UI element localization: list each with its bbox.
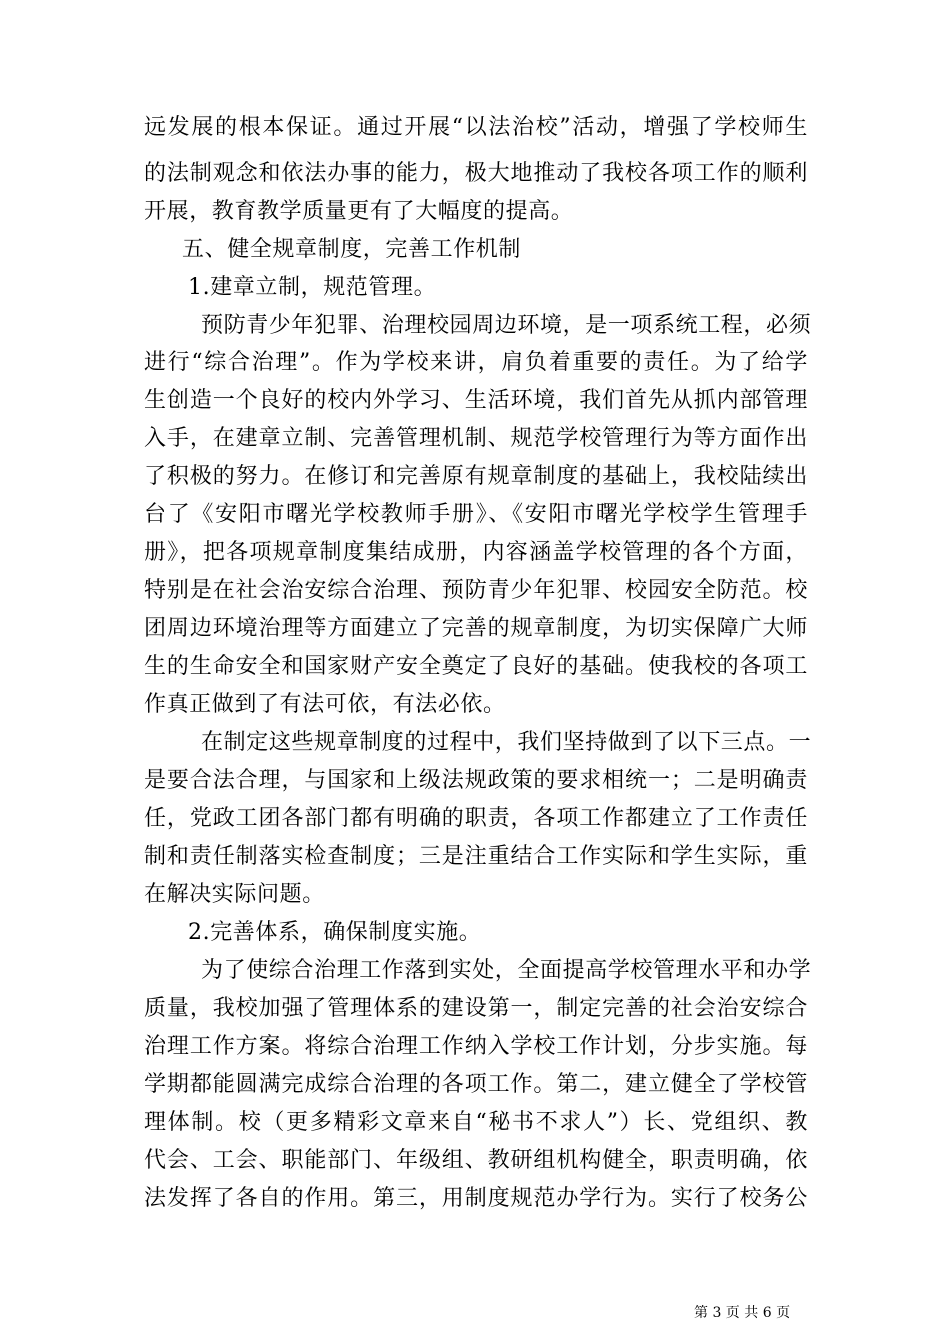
paragraph-line: 理体制。校（更多精彩文章来自“秘书不求人”）长、党组织、教 xyxy=(144,1110,808,1135)
paragraph-line: 代会、工会、职能部门、年级组、教研组机构健全，职责明确，依 xyxy=(144,1148,808,1173)
paragraph-line: 进行“综合治理”。作为学校来讲，肩负着重要的责任。为了给学 xyxy=(144,350,808,375)
paragraph-line: 台了《安阳市曙光学校教师手册》、《安阳市曙光学校学生管理手 xyxy=(144,502,808,527)
paragraph-line: 治理工作方案。将综合治理工作纳入学校工作计划，分步实施。每 xyxy=(144,1034,808,1059)
paragraph-line: 入手，在建章立制、完善管理机制、规范学校管理行为等方面作出 xyxy=(144,426,808,451)
section-heading: 五、健全规章制度，完善工作机制 xyxy=(182,237,522,262)
paragraph-line: 生创造一个良好的校内外学习、生活环境，我们首先从抓内部管理 xyxy=(144,388,808,413)
paragraph-line: 生的生命安全和国家财产安全奠定了良好的基础。使我校的各项工 xyxy=(144,654,808,679)
paragraph-line: 远发展的根本保证。通过开展“以法治校”活动，增强了学校师生 xyxy=(144,115,808,140)
paragraph-line: 在制定这些规章制度的过程中，我们坚持做到了以下三点。一 xyxy=(201,730,812,755)
paragraph-line: 作真正做到了有法可依，有法必依。 xyxy=(144,692,506,717)
paragraph-line: 的法制观念和依法办事的能力，极大地推动了我校各项工作的顺利 xyxy=(144,161,808,186)
paragraph-line: 学期都能圆满完成综合治理的各项工作。第二，建立健全了学校管 xyxy=(144,1072,808,1097)
paragraph-line: 特别是在社会治安综合治理、预防青少年犯罪、校园安全防范。校 xyxy=(144,578,808,603)
page-number: 第 3 页 共 6 页 xyxy=(694,1305,791,1321)
paragraph-line: 为了使综合治理工作落到实处，全面提高学校管理水平和办学 xyxy=(201,958,812,983)
paragraph-line: 法发挥了各自的作用。第三，用制度规范办学行为。实行了校务公 xyxy=(144,1186,808,1211)
paragraph-line: 任，党政工团各部门都有明确的职责，各项工作都建立了工作责任 xyxy=(144,806,808,831)
paragraph-line: 开展，教育教学质量更有了大幅度的提高。 xyxy=(144,199,574,224)
paragraph-line: 是要合法合理，与国家和上级法规政策的要求相统一；二是明确责 xyxy=(144,768,808,793)
paragraph-line: 质量，我校加强了管理体系的建设第一，制定完善的社会治安综合 xyxy=(144,996,808,1021)
subsection-heading: 1.建章立制，规范管理。 xyxy=(188,275,437,300)
paragraph-line: 了积极的努力。在修订和完善原有规章制度的基础上，我校陆续出 xyxy=(144,464,808,489)
paragraph-line: 册》，把各项规章制度集结成册，内容涵盖学校管理的各个方面， xyxy=(144,540,808,565)
paragraph-line: 预防青少年犯罪、治理校园周边环境，是一项系统工程，必须 xyxy=(201,313,812,338)
paragraph-line: 制和责任制落实检查制度；三是注重结合工作实际和学生实际，重 xyxy=(144,844,808,869)
subsection-heading: 2.完善体系，确保制度实施。 xyxy=(188,920,482,945)
paragraph-line: 团周边环境治理等方面建立了完善的规章制度，为切实保障广大师 xyxy=(144,616,808,641)
paragraph-line: 在解决实际问题。 xyxy=(144,882,325,907)
